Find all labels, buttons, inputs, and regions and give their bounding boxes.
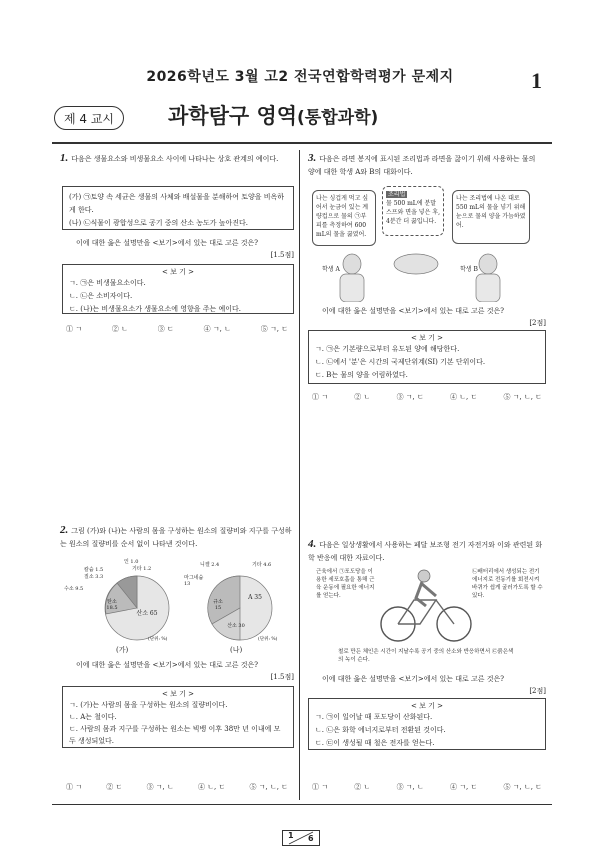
- q1-option-4[interactable]: ④ ㄱ, ㄴ: [203, 325, 231, 333]
- pie-na-unit: (단위: %): [258, 637, 278, 642]
- q3-stem-text: 다음은 라면 봉지에 표시된 조리법과 라면을 끓이기 위해 사용하는 물의 양에 대한 학생 A와 B의 대화이다.: [308, 155, 536, 176]
- q2-option-4[interactable]: ④ ㄴ, ㄷ: [198, 783, 226, 791]
- q1-points: [1.5점]: [270, 251, 294, 259]
- q3-bogi-title: < 보 기 >: [411, 334, 443, 342]
- q1-stem: [60, 152, 294, 166]
- q4-option-1[interactable]: ① ㄱ: [312, 783, 328, 791]
- q4-stem-text: 다음은 일상생활에서 사용하는 페달 보조형 전기 자전거와 이와 관련된 화학 반응에 대한 자료이다.: [308, 541, 543, 562]
- pie-na-label-5: 니켈 2.4: [200, 562, 220, 568]
- q4-option-5[interactable]: ⑤ ㄱ, ㄴ, ㄷ: [503, 783, 542, 791]
- q2-option-3[interactable]: ③ ㄱ, ㄴ: [146, 783, 174, 791]
- q2-option-5[interactable]: ⑤ ㄱ, ㄴ, ㄷ: [249, 783, 288, 791]
- q4-points: [2점]: [529, 687, 546, 695]
- footer-divider: [52, 804, 552, 805]
- pie-na-label-6: 기타 4.6: [252, 562, 272, 568]
- page-current: 1: [288, 831, 294, 840]
- q4-note-bottom: 철로 만든 체인은 시간이 지날수록 공기 중의 산소와 반응하면서 ㉢붉은색의 녹이 슨다.: [338, 649, 514, 663]
- rider-head: [418, 570, 430, 582]
- pie-chart-na: [180, 556, 294, 646]
- q4-bogi-3: ㄷ. ㉢이 생성될 때 철은 전자를 얻는다.: [315, 739, 435, 747]
- pie-ga-label-1: 산소 65: [136, 610, 158, 617]
- q1-bogi-3: ㄷ. (나)는 비생물요소가 생물요소에 영향을 주는 예이다.: [69, 305, 242, 313]
- q1-options: [66, 324, 288, 334]
- q3-recipe-text: 물 500 mL에 분말스프와 면을 넣은 후, 4분간 더 끓입니다.: [386, 200, 440, 225]
- q4-note-right: ㉡배터리에서 생성되는 전기 에너지로 전동기를 회전시켜 바퀴가 쉽게 굴러가도록 할 수 있다.: [472, 569, 543, 599]
- q4-option-4[interactable]: ④ ㄱ, ㄷ: [450, 783, 478, 791]
- q4-bogi-box: [308, 698, 546, 750]
- q4-bicycle-illustration: [376, 566, 476, 644]
- q1-stem-text: 다음은 생물요소와 비생물요소 사이에 나타나는 상호 관계의 예이다.: [71, 155, 279, 163]
- q3-option-5[interactable]: ⑤ ㄱ, ㄴ, ㄷ: [503, 393, 542, 401]
- q3-illustration: [312, 242, 544, 302]
- rider-body: [416, 582, 436, 606]
- pie-na-label-1: A 35: [248, 594, 262, 601]
- student-b-body: [476, 274, 500, 302]
- pie-na-label-2: 산소 30: [227, 623, 245, 629]
- pie-na-label-3: 규소 15: [213, 599, 223, 611]
- q1-bogi-box: [62, 264, 294, 314]
- q2-bogi-2: ㄴ. A는 철이다.: [69, 713, 117, 721]
- q3-bubble-b: 나는 조리법에 나온 대로 550 mL의 물을 넣기 위해 눈으로 물의 양을 가늠하였어.: [452, 190, 530, 244]
- q2-caption-na: (나): [230, 646, 243, 654]
- pie-chart-ga: [62, 556, 180, 646]
- q3-student-b-label: 학생 B: [460, 266, 478, 273]
- q1-option-3[interactable]: ③ ㄷ: [157, 325, 174, 333]
- q2-bogi-3: ㄷ. 사람의 몸과 지구를 구성하는 원소는 빅뱅 이후 38만 년 이내에 모두 생성되었다.: [69, 725, 281, 745]
- q3-points: [2점]: [529, 319, 546, 327]
- subject-title: [168, 100, 378, 130]
- q1-bogi-1: ㄱ. ㉠은 비생물요소이다.: [69, 279, 146, 287]
- q3-figure: [312, 184, 544, 302]
- subject-main: 과학탐구 영역: [168, 104, 298, 128]
- subject-sub: (통합과학): [297, 108, 379, 128]
- pie-ga-label-7: 기타 1.2: [132, 566, 152, 572]
- pie-na-label-4: 마그네슘 13: [184, 575, 204, 587]
- q3-option-2[interactable]: ② ㄴ: [354, 393, 371, 401]
- q3-bogi-box: [308, 330, 546, 384]
- session-badge: 제 4 교시: [54, 106, 124, 130]
- column-divider: [299, 150, 300, 800]
- q3-bubble-a: 나는 싱겁게 먹고 싶어서 눈금이 있는 계량컵으로 물의 ㉠부피를 측정하여 600 mL의 물을 끓였어.: [312, 190, 376, 246]
- student-a-head: [343, 254, 361, 274]
- student-b-head: [479, 254, 497, 274]
- q4-bogi-title: < 보 기 >: [411, 702, 443, 710]
- q1-option-5[interactable]: ⑤ ㄱ, ㄷ: [260, 325, 288, 333]
- student-a-body: [340, 274, 364, 302]
- q2-stem-text: 그림 (가)와 (나)는 사람의 몸을 구성하는 원소의 질량비와 지구를 구성하는 원소의 질량비를 순서 없이 나타낸 것이다.: [60, 527, 292, 548]
- q1-item-ga: (가) ㉠토양 속 세균은 생물의 사체와 배설물을 분해하여 토양을 비옥하게 한다.: [69, 193, 285, 214]
- q4-bogi-2: ㄴ. ㉡은 화학 에너지로부터 전환된 것이다.: [315, 726, 446, 734]
- q2-caption-ga: (가): [116, 646, 129, 654]
- q3-number: 3.: [308, 152, 317, 164]
- pie-ga-label-6: 인 1.0: [124, 559, 139, 565]
- bicycle-frame: [398, 600, 436, 624]
- q3-option-3[interactable]: ③ ㄱ, ㄷ: [396, 393, 424, 401]
- q3-bogi-2: ㄴ. ㉡에서 '분'은 시간의 국제단위계(SI) 기본 단위이다.: [315, 358, 486, 366]
- q1-bogi-2: ㄴ. ㉡은 소비자이다.: [69, 292, 133, 300]
- header-divider: [52, 142, 552, 144]
- q3-ask: 이에 대한 옳은 설명만을 <보기>에서 있는 대로 고른 것은?: [322, 307, 505, 315]
- q2-options: [66, 782, 288, 792]
- bicycle-fork: [436, 600, 454, 624]
- q3-options: [312, 392, 542, 402]
- q2-option-2[interactable]: ② ㄷ: [106, 783, 123, 791]
- q1-item-na: (나) ㉡식물이 광합성으로 공기 중의 산소 농도가 높아진다.: [69, 219, 249, 227]
- q1-option-1[interactable]: ① ㄱ: [66, 325, 82, 333]
- q3-recipe-title: 조리법: [388, 191, 406, 198]
- pie-ga-label-2: 탄소 18.5: [106, 599, 118, 611]
- q2-bogi-1: ㄱ. (가)는 사람의 몸을 구성하는 원소의 질량비이다.: [69, 701, 228, 709]
- q2-bogi-title: < 보 기 >: [162, 690, 194, 698]
- q3-option-1[interactable]: ① ㄱ: [312, 393, 328, 401]
- q2-number: 2.: [60, 524, 69, 536]
- exam-title: 2026학년도 3월 고2 전국연합학력평가 문제지: [146, 69, 454, 85]
- q4-options: [312, 782, 542, 792]
- q2-option-1[interactable]: ① ㄱ: [66, 783, 82, 791]
- q1-passage-box: [62, 186, 294, 230]
- page-number: 1: [531, 68, 542, 93]
- q2-bogi-box: [62, 686, 294, 748]
- q2-stem: [60, 524, 294, 550]
- q4-note-left: 근육에서 ㉠포도당을 이용한 세포호흡을 통해 근육 운동에 필요한 에너지를 얻는다.: [316, 569, 375, 599]
- q4-stem: [308, 538, 544, 564]
- q3-bogi-1: ㄱ. ㉠은 기본량으로부터 유도된 양에 해당한다.: [315, 345, 460, 353]
- pie-ga-label-3: 수소 9.5: [64, 586, 84, 592]
- pie-ga-label-4: 질소 3.3: [84, 574, 104, 580]
- q4-option-3[interactable]: ③ ㄱ, ㄴ: [396, 783, 424, 791]
- q1-number: 1.: [60, 152, 69, 164]
- q4-bogi-1: ㄱ. ㉠이 일어날 때 포도당이 산화된다.: [315, 713, 433, 721]
- q1-bogi-title: < 보 기 >: [162, 268, 194, 276]
- q4-option-2[interactable]: ② ㄴ: [354, 783, 371, 791]
- q4-figure: [310, 566, 546, 672]
- q1-ask: 이에 대한 옳은 설명만을 <보기>에서 있는 대로 고른 것은?: [76, 239, 259, 247]
- q4-ask: 이에 대한 옳은 설명만을 <보기>에서 있는 대로 고른 것은?: [322, 675, 505, 683]
- q3-bubble-recipe: [382, 186, 444, 236]
- pie-ga-label-5: 칼슘 1.5: [84, 567, 104, 573]
- ramen-package: [394, 254, 438, 274]
- q4-number: 4.: [308, 538, 317, 550]
- pie-na-svg: [180, 556, 294, 646]
- q3-stem: [308, 152, 544, 178]
- q3-student-a-label: 학생 A: [322, 266, 340, 273]
- page-indicator: [282, 830, 320, 846]
- q2-points: [1.5점]: [270, 673, 294, 681]
- q2-ask: 이에 대한 옳은 설명만을 <보기>에서 있는 대로 고른 것은?: [76, 661, 259, 669]
- page-total: 6: [308, 834, 314, 843]
- q1-option-2[interactable]: ② ㄴ: [111, 325, 128, 333]
- q3-option-4[interactable]: ④ ㄴ, ㄷ: [450, 393, 478, 401]
- q3-bogi-3: ㄷ. B는 물의 양을 어림하였다.: [315, 371, 408, 379]
- pie-ga-unit: (단위: %): [148, 637, 168, 642]
